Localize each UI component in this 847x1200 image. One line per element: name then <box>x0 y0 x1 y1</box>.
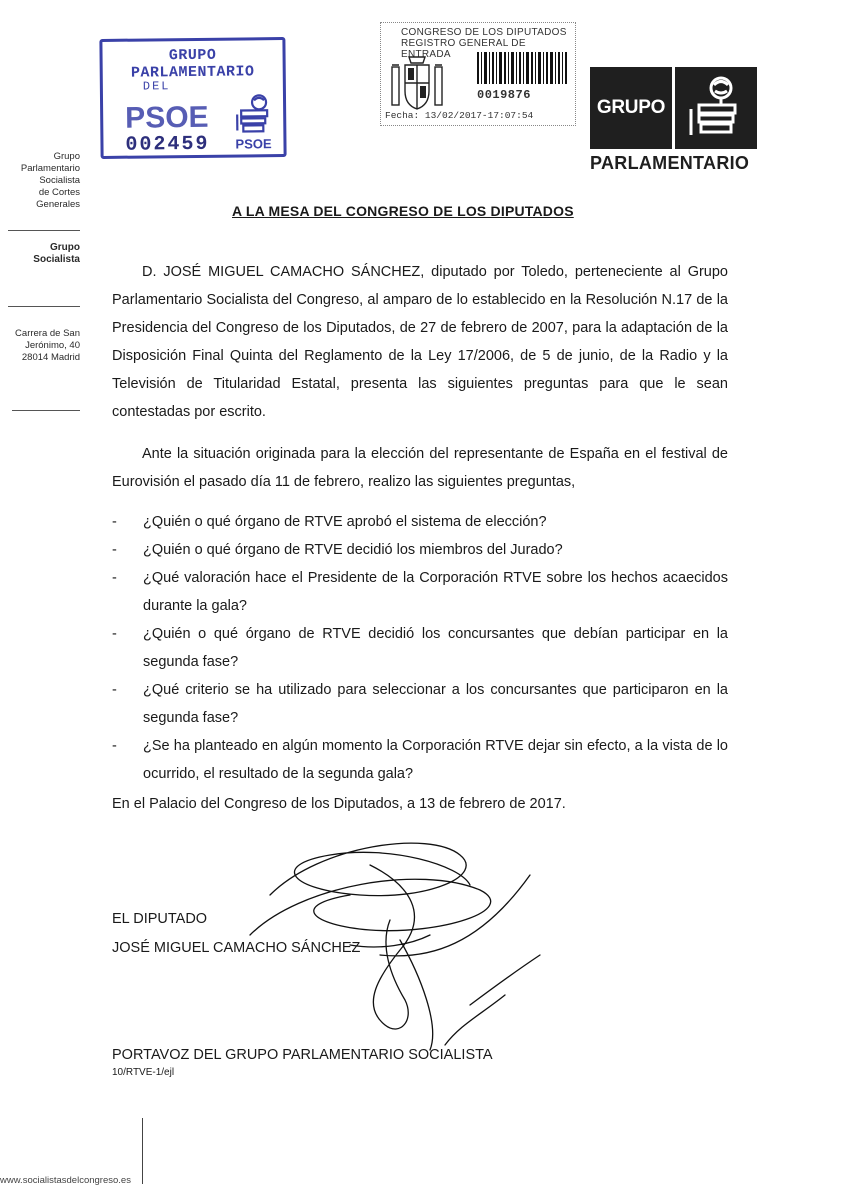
portavoz-line: PORTAVOZ DEL GRUPO PARLAMENTARIO SOCIALISTA <box>112 1047 493 1063</box>
logo-subtitle: PARLAMENTARIO <box>590 153 750 173</box>
question-list <box>112 508 728 788</box>
sidebar-group-line: de Cortes <box>38 187 80 198</box>
question-item: - ¿Quién o qué órgano de RTVE aprobó el sistema de elección? <box>112 508 728 536</box>
paragraph-intro: D. JOSÉ MIGUEL CAMACHO SÁNCHEZ, diputado por Toledo, perteneciente al Grupo Parlamentario Socialista del Congreso, al amparo de lo establecido en la Resolución N.17 de la Presidencia del Congreso de los Diputados, de 27 de febrero de 2007, para la adaptación de la Disposición Final Quinta del Reglamento de la Ley 17/2006, de 5 de junio, de la Radio y la Televisión de Titularidad Estatal, presenta las siguientes preguntas para que le sean contestadas por escrito. <box>112 264 728 420</box>
sidebar-divider <box>8 306 80 307</box>
sidebar-address-line: Jerónimo, 40 <box>25 340 80 351</box>
question-item: - ¿Qué valoración hace el Presidente de la Corporación RTVE sobre los hechos acaecidos durante la gala? <box>112 564 728 620</box>
document-reference: 10/RTVE-1/ejl <box>112 1067 175 1078</box>
barcode <box>477 52 567 84</box>
sidebar-group-line: Generales <box>36 199 80 210</box>
footer-url: www.socialistasdelcongreso.es <box>0 1175 131 1186</box>
registry-stamp <box>380 22 576 126</box>
sidebar-divider <box>12 410 80 411</box>
question-item: - ¿Quién o qué órgano de RTVE decidió los concursantes que debían participar en la segunda fase? <box>112 620 728 676</box>
question-item: - ¿Quién o qué órgano de RTVE decidió los miembros del Jurado? <box>112 536 728 564</box>
sidebar-group-short: Socialista <box>33 254 80 265</box>
registry-line2: REGISTRO GENERAL DE ENTRADA <box>401 38 526 60</box>
paragraph-context: Ante la situación originada para la elección del representante de España en el festival de Eurovisión el pasado día 11 de febrero, realizo las siguientes preguntas, <box>112 446 728 490</box>
sidebar-group-short: Grupo <box>50 242 80 253</box>
question-item: - ¿Qué criterio se ha utilizado para seleccionar a los concursantes que participaron en la segunda fase? <box>112 676 728 732</box>
coat-of-arms-icon <box>389 53 445 115</box>
logo-icon-box <box>675 67 757 149</box>
sidebar-group-line: Parlamentario <box>20 163 80 174</box>
sidebar-address-line: Carrera de San <box>15 328 80 339</box>
stamp-number: 002459 <box>125 132 210 157</box>
footer-divider <box>142 1118 143 1184</box>
registry-line1: CONGRESO DE LOS DIPUTADOS <box>401 27 567 38</box>
party-stamp <box>99 37 286 159</box>
stamp-line1: GRUPO PARLAMENTARIO <box>130 46 255 82</box>
stamp-party: PSOE <box>125 100 209 135</box>
sidebar-divider <box>8 230 80 231</box>
fist-and-rose-icon <box>235 92 275 134</box>
closing-line: En el Palacio del Congreso de los Diputados, a 13 de febrero de 2017. <box>112 796 566 812</box>
logo-box-text: GRUPO <box>590 67 672 149</box>
sidebar-group-line: Socialista <box>39 175 80 186</box>
stamp-line2: DEL <box>142 79 171 94</box>
registry-date: Fecha: 13/02/2017-17:07:54 <box>385 110 534 121</box>
registry-number: 0019876 <box>477 88 531 102</box>
letter-heading: A LA MESA DEL CONGRESO DE LOS DIPUTADOS <box>232 203 574 219</box>
question-item: - ¿Se ha planteado en algún momento la Corporación RTVE dejar sin efecto, a la vista de lo ocurrido, el resultado de la segunda gala? <box>112 732 728 788</box>
stamp-party-small: PSOE <box>235 136 272 152</box>
sidebar-address-line: 28014 Madrid <box>21 352 80 363</box>
signer-name: JOSÉ MIGUEL CAMACHO SÁNCHEZ <box>112 940 361 956</box>
fist-and-rose-icon <box>687 75 745 141</box>
signer-title: EL DIPUTADO <box>112 911 208 927</box>
sidebar-group-line: Grupo <box>53 151 80 162</box>
